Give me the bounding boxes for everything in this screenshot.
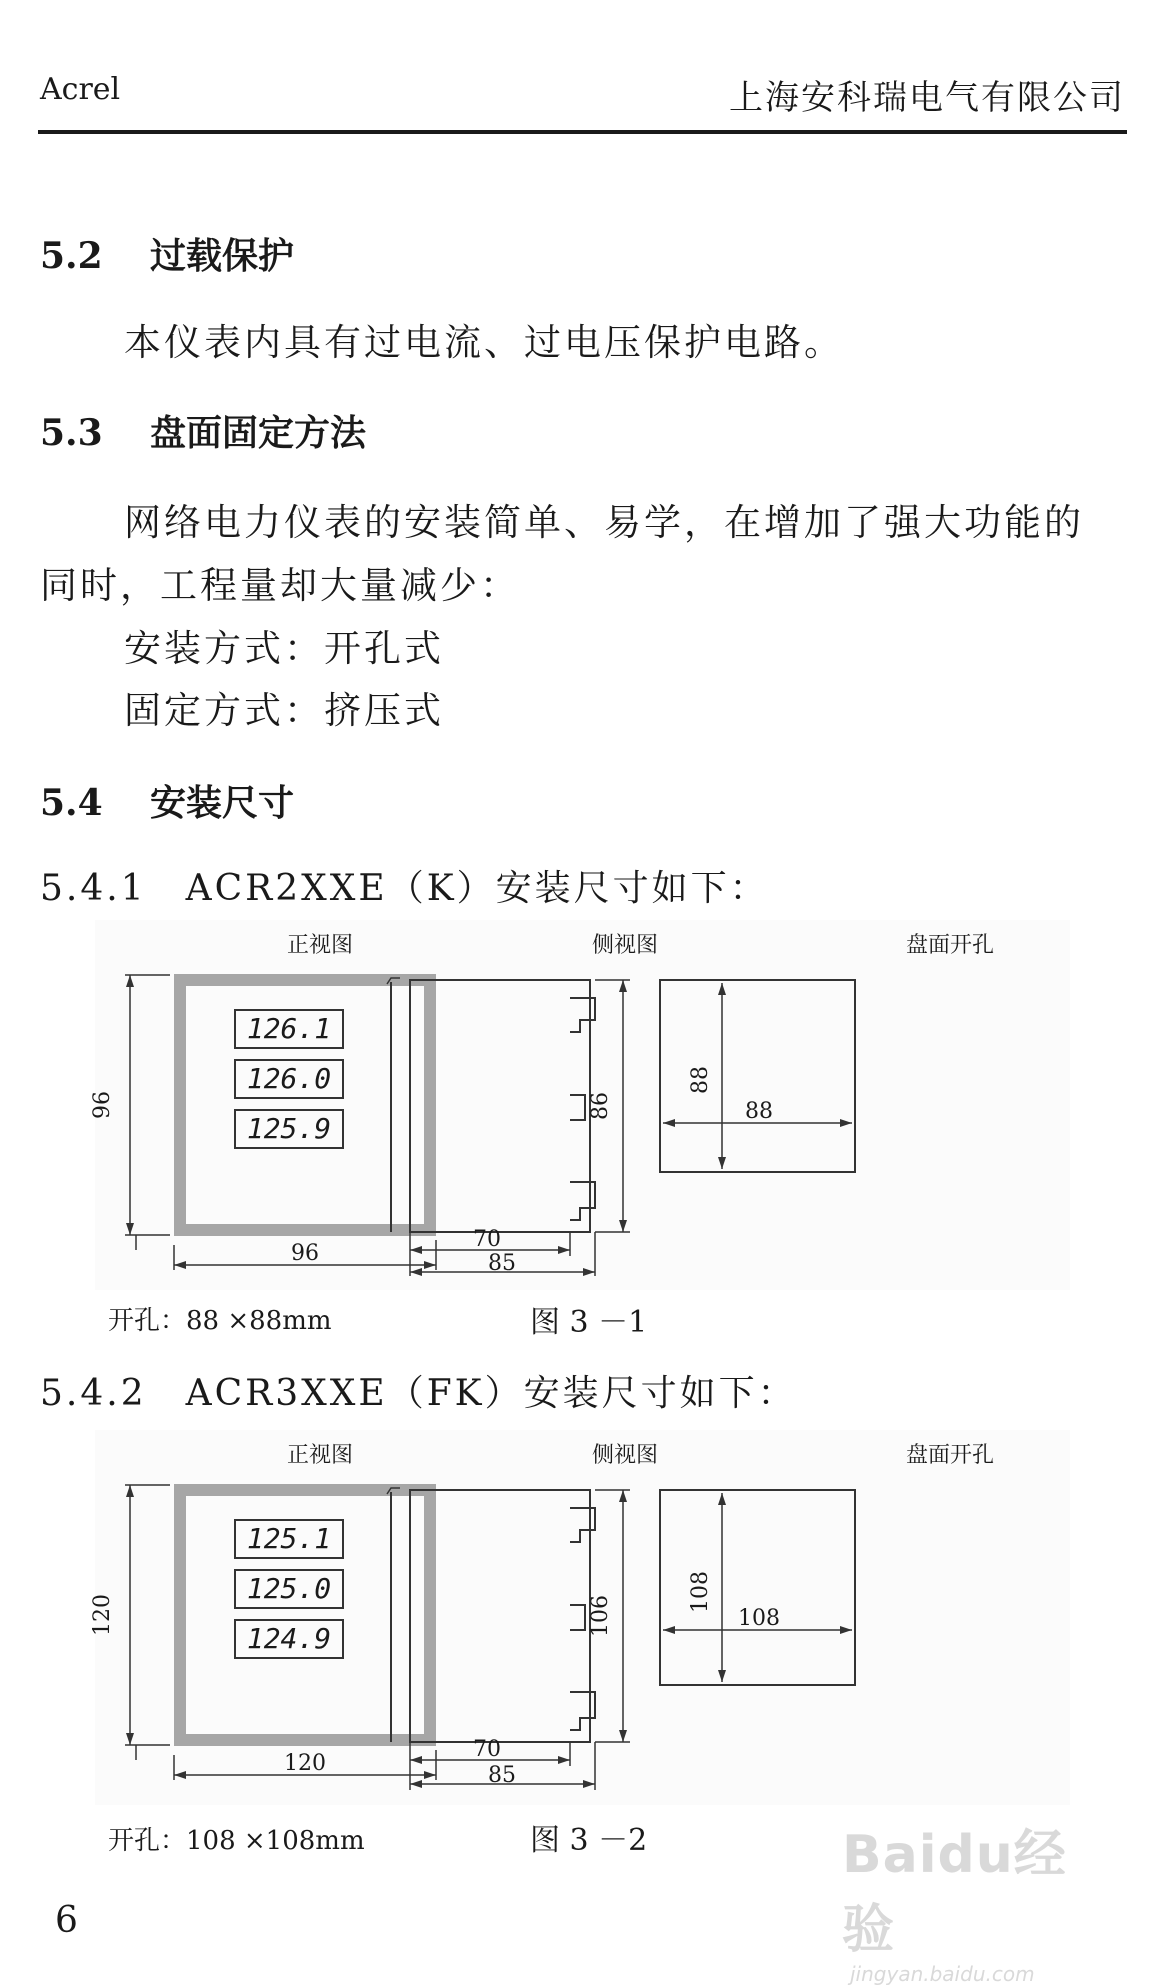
reading-2: 126.0: [246, 1062, 332, 1095]
header-rule: [38, 130, 1127, 134]
side-body-depth-dim: 70: [473, 1227, 501, 1252]
reading-3: 124.9: [246, 1622, 332, 1655]
reading-2: 125.0: [246, 1572, 332, 1605]
section-title: 过载保护: [150, 236, 295, 277]
dimension-drawing: [90, 1430, 1070, 1805]
side-total-depth-dim: 85: [488, 1763, 516, 1788]
front-width-dim: 120: [284, 1751, 326, 1776]
watermark-logo: Baidu经验: [842, 1825, 1067, 1960]
front-view-title: 正视图: [286, 933, 354, 958]
section-number: 5.2: [40, 235, 103, 277]
terminal-block: [570, 1605, 585, 1630]
page-number: 6: [55, 1900, 78, 1941]
meter-body: [410, 1490, 590, 1742]
section-title: 安装尺寸: [150, 783, 295, 824]
cutout-caption-2: 开孔：108 ×108mm: [108, 1826, 365, 1856]
subsection-5-4-2: 5.4.2 ACR3XXE（FK）安装尺寸如下：: [40, 1373, 797, 1414]
figure-3-1: [90, 920, 1070, 1290]
side-body-depth-dim: 70: [473, 1737, 501, 1762]
front-height-dim: 120: [90, 1594, 115, 1636]
subsection-5-4-1: 5.4.1 ACR2XXE（K）安装尺寸如下：: [40, 868, 769, 909]
fix-method: 固定方式：挤压式: [124, 689, 444, 732]
cutout-caption-1: 开孔：88 ×88mm: [108, 1306, 332, 1336]
front-view-title: 正视图: [286, 1443, 354, 1468]
side-view-title: 侧视图: [591, 1443, 659, 1468]
section-number: 5.3: [40, 412, 103, 454]
cutout-view: [660, 1490, 855, 1685]
section-5-2-heading: [40, 228, 294, 279]
terminal-block: [570, 998, 595, 1032]
section-title: 盘面固定方法: [150, 413, 367, 454]
baidu-watermark: [842, 1812, 1102, 1986]
side-height-dim: 106: [588, 1595, 613, 1637]
cutout-width-dim: 108: [738, 1606, 780, 1631]
figure-3-2: [90, 1430, 1070, 1805]
cutout-width-dim: 88: [745, 1099, 773, 1124]
figure-label-2: 图 3 －2: [530, 1823, 648, 1858]
section-5-3-heading: [40, 405, 366, 456]
cutout-height-dim: 108: [688, 1571, 713, 1613]
section-5-2-body: 本仪表内具有过电流、过电压保护电路。: [124, 321, 844, 364]
header-company: 上海安科瑞电气有限公司: [729, 78, 1125, 118]
front-width-dim: 96: [291, 1241, 319, 1266]
install-method: 安装方式：开孔式: [124, 627, 444, 670]
front-view: [90, 1485, 436, 1780]
terminal-block: [570, 1692, 595, 1730]
cutout-view: [660, 980, 855, 1172]
terminal-block: [570, 1182, 595, 1220]
section-5-3-body-line2: 同时，工程量却大量减少：: [40, 564, 520, 607]
side-total-depth-dim: 85: [488, 1251, 516, 1276]
terminal-block: [570, 1095, 585, 1120]
side-height-dim: 86: [588, 1092, 613, 1120]
front-height-dim: 96: [90, 1091, 115, 1119]
cutout-view-title: 盘面开孔: [905, 1443, 995, 1468]
section-5-4-heading: [40, 775, 294, 826]
meter-body: [410, 980, 590, 1232]
header-brand: Acrel: [40, 72, 121, 107]
reading-1: 126.1: [246, 1012, 332, 1045]
terminal-block: [570, 1508, 595, 1542]
front-view: [90, 975, 436, 1270]
side-view-title: 侧视图: [591, 933, 659, 958]
reading-1: 125.1: [246, 1522, 332, 1555]
dimension-drawing: [90, 920, 1070, 1290]
side-view: [387, 978, 630, 1276]
reading-3: 125.9: [246, 1112, 332, 1145]
figure-label-1: 图 3 －1: [530, 1305, 648, 1340]
section-5-3-body-line1: 网络电力仪表的安装简单、易学，在增加了强大功能的: [124, 501, 1084, 544]
cutout-height-dim: 88: [688, 1066, 713, 1094]
watermark-url: jingyan.baidu.com: [850, 1962, 1035, 1986]
section-number: 5.4: [40, 782, 103, 824]
cutout-view-title: 盘面开孔: [905, 933, 995, 958]
